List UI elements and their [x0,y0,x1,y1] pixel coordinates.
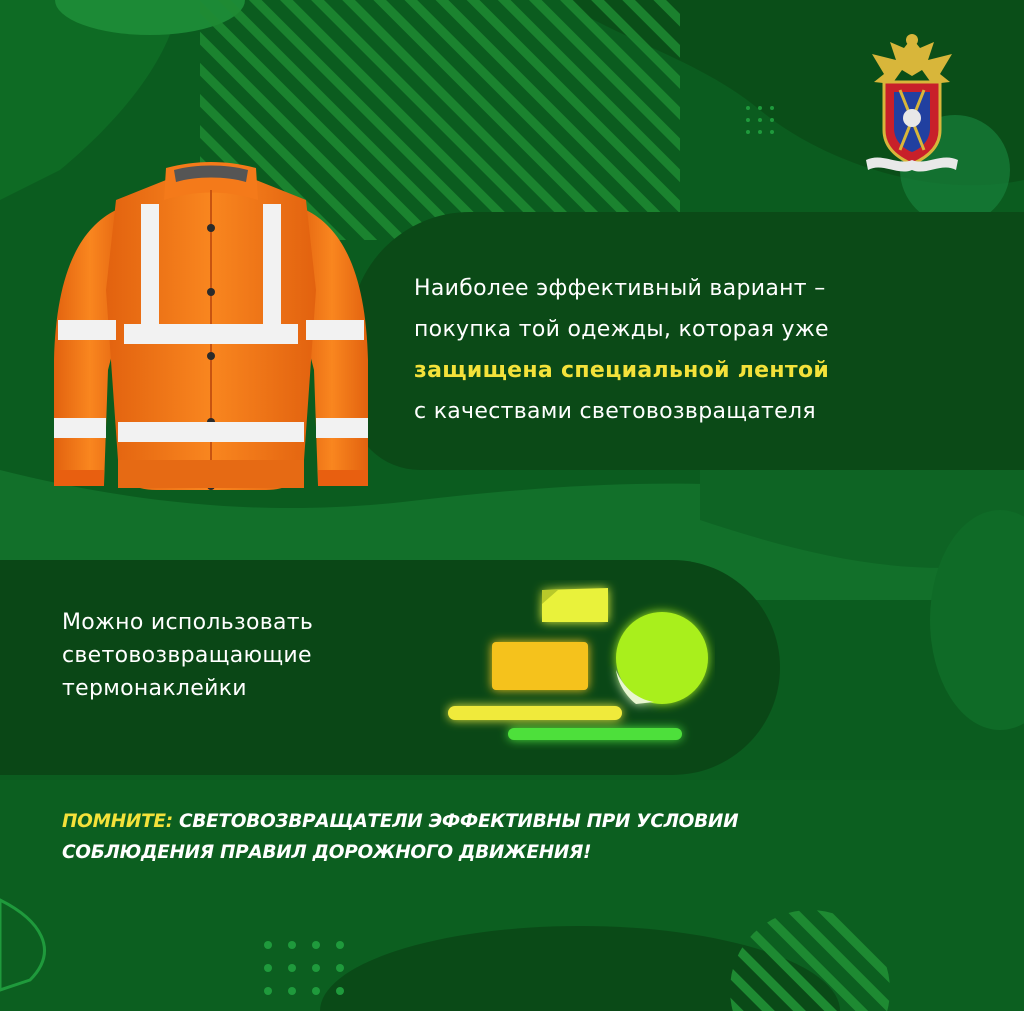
main-text-line-1: Наиболее эффективный вариант – [414,276,826,301]
reminder-block [62,806,1002,868]
reminder-text-line-1: СВЕТОВОЗВРАЩАТЕЛИ ЭФФЕКТИВНЫ ПРИ УСЛОВИИ [172,811,739,832]
stickers-text-block [62,606,442,705]
stickers-text-line-3: термонаклейки [62,676,247,701]
reflective-jacket-icon [46,160,376,498]
reminder-label: ПОМНИТЕ: [62,811,173,832]
stickers-text-line-2: световозвращающие [62,643,312,668]
reflective-stickers-icon [440,580,715,750]
police-emblem-icon [862,30,962,180]
stickers-text-line-1: Можно использовать [62,610,314,635]
main-text-line-2: покупка той одежды, которая уже [414,317,829,342]
main-text-block [414,268,1014,432]
main-text-line-4: с качествами световозвращателя [414,399,816,424]
reminder-text-line-2: СОБЛЮДЕНИЯ ПРАВИЛ ДОРОЖНОГО ДВИЖЕНИЯ! [62,842,592,863]
main-text-highlight: защищена специальной лентой [414,358,830,383]
